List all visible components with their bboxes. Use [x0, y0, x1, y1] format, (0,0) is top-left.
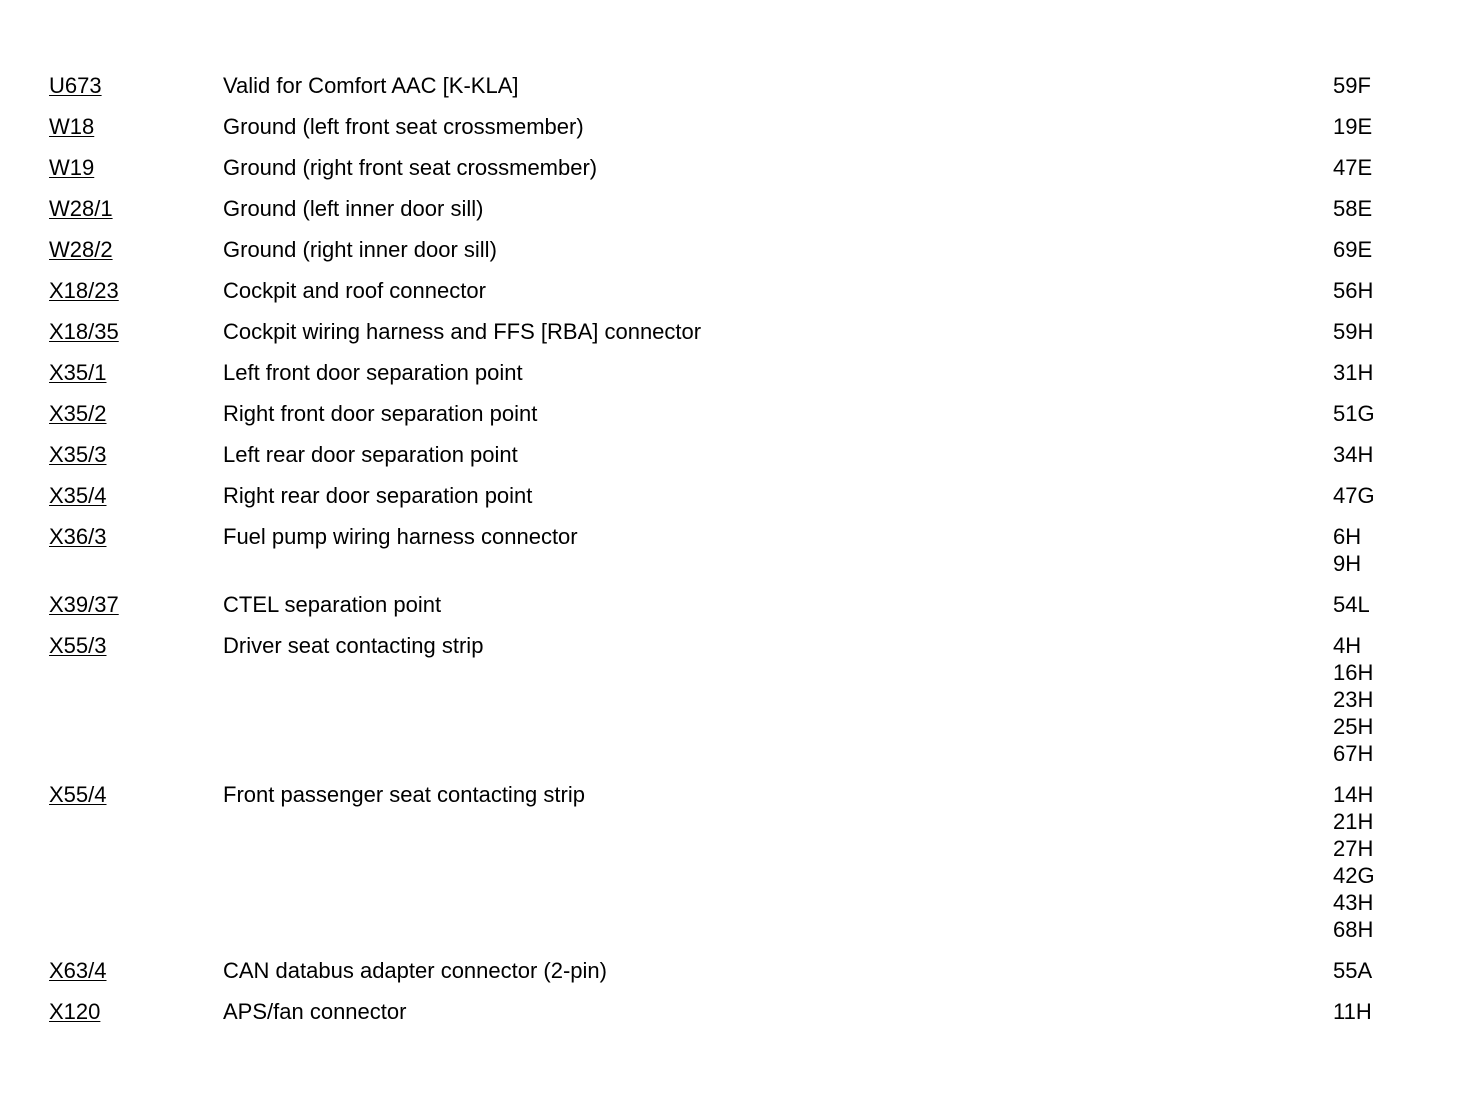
grid-reference: 21H [1333, 809, 1374, 834]
grid-reference: 31H [1333, 360, 1374, 385]
legend-row [49, 632, 1429, 767]
grid-references [1333, 72, 1429, 99]
component-description: CTEL separation point [223, 592, 442, 617]
component-code-link[interactable]: X35/2 [49, 401, 107, 426]
grid-references [1333, 359, 1429, 386]
grid-references [1333, 781, 1429, 943]
component-description: Right front door separation point [223, 401, 538, 426]
grid-references [1333, 113, 1429, 140]
component-description: Ground (right inner door sill) [223, 237, 497, 262]
component-code-link[interactable]: W18 [49, 114, 95, 139]
component-description: Front passenger seat contacting strip [223, 782, 585, 807]
component-code-link[interactable]: W28/1 [49, 196, 113, 221]
grid-reference: 47E [1333, 155, 1373, 180]
component-legend-table [49, 72, 1429, 1039]
grid-reference: 58E [1333, 196, 1373, 221]
legend-row [49, 359, 1429, 386]
grid-references [1333, 998, 1429, 1025]
grid-reference: 27H [1333, 836, 1374, 861]
grid-reference: 25H [1333, 714, 1374, 739]
grid-reference: 14H [1333, 782, 1374, 807]
component-code-link[interactable]: X120 [49, 999, 101, 1024]
grid-references [1333, 482, 1429, 509]
grid-reference: 59H [1333, 319, 1374, 344]
component-description: APS/fan connector [223, 999, 407, 1024]
legend-row [49, 236, 1429, 263]
grid-references [1333, 591, 1429, 618]
grid-references [1333, 632, 1429, 767]
component-description: Cockpit and roof connector [223, 278, 486, 303]
grid-reference: 11H [1333, 999, 1372, 1024]
component-description: Right rear door separation point [223, 483, 533, 508]
component-code-link[interactable]: X35/4 [49, 483, 107, 508]
legend-row [49, 154, 1429, 181]
component-code-link[interactable]: U673 [49, 73, 102, 98]
grid-references [1333, 277, 1429, 304]
component-code-link[interactable]: X18/23 [49, 278, 119, 303]
component-code-link[interactable]: X55/4 [49, 782, 107, 807]
grid-reference: 69E [1333, 237, 1373, 262]
legend-row [49, 523, 1429, 577]
legend-row [49, 957, 1429, 984]
legend-row [49, 72, 1429, 99]
grid-reference: 47G [1333, 483, 1375, 508]
component-code-link[interactable]: X55/3 [49, 633, 107, 658]
legend-row [49, 400, 1429, 427]
grid-references [1333, 236, 1429, 263]
grid-reference: 59F [1333, 73, 1371, 98]
grid-reference: 16H [1333, 660, 1374, 685]
legend-row [49, 277, 1429, 304]
component-code-link[interactable]: X35/1 [49, 360, 107, 385]
grid-references [1333, 523, 1429, 577]
component-description: Driver seat contacting strip [223, 633, 484, 658]
grid-reference: 43H [1333, 890, 1374, 915]
grid-references [1333, 441, 1429, 468]
grid-reference: 34H [1333, 442, 1374, 467]
component-code-link[interactable]: X35/3 [49, 442, 107, 467]
component-description: CAN databus adapter connector (2-pin) [223, 958, 607, 983]
component-description: Left rear door separation point [223, 442, 518, 467]
grid-reference: 54L [1333, 592, 1370, 617]
grid-reference: 51G [1333, 401, 1375, 426]
legend-row [49, 113, 1429, 140]
legend-row [49, 441, 1429, 468]
grid-references [1333, 957, 1429, 984]
grid-reference: 23H [1333, 687, 1374, 712]
legend-row [49, 781, 1429, 943]
grid-references [1333, 400, 1429, 427]
grid-reference: 55A [1333, 958, 1373, 983]
grid-reference: 19E [1333, 114, 1373, 139]
component-description: Valid for Comfort AAC [K-KLA] [223, 73, 519, 98]
grid-reference: 42G [1333, 863, 1375, 888]
grid-reference: 9H [1333, 551, 1362, 576]
legend-row [49, 318, 1429, 345]
component-description: Ground (left inner door sill) [223, 196, 484, 221]
grid-references [1333, 318, 1429, 345]
grid-reference: 68H [1333, 917, 1374, 942]
component-code-link[interactable]: W19 [49, 155, 95, 180]
component-code-link[interactable]: X36/3 [49, 524, 107, 549]
component-description: Ground (right front seat crossmember) [223, 155, 598, 180]
component-code-link[interactable]: W28/2 [49, 237, 113, 262]
grid-reference: 4H [1333, 633, 1362, 658]
component-description: Fuel pump wiring harness connector [223, 524, 578, 549]
grid-reference: 67H [1333, 741, 1374, 766]
component-description: Cockpit wiring harness and FFS [RBA] connector [223, 319, 702, 344]
legend-row [49, 591, 1429, 618]
grid-reference: 6H [1333, 524, 1362, 549]
component-code-link[interactable]: X63/4 [49, 958, 107, 983]
component-description: Ground (left front seat crossmember) [223, 114, 584, 139]
grid-references [1333, 154, 1429, 181]
component-code-link[interactable]: X39/37 [49, 592, 119, 617]
grid-reference: 56H [1333, 278, 1374, 303]
component-code-link[interactable]: X18/35 [49, 319, 119, 344]
grid-references [1333, 195, 1429, 222]
component-description: Left front door separation point [223, 360, 523, 385]
legend-row [49, 998, 1429, 1025]
legend-row [49, 195, 1429, 222]
legend-row [49, 482, 1429, 509]
